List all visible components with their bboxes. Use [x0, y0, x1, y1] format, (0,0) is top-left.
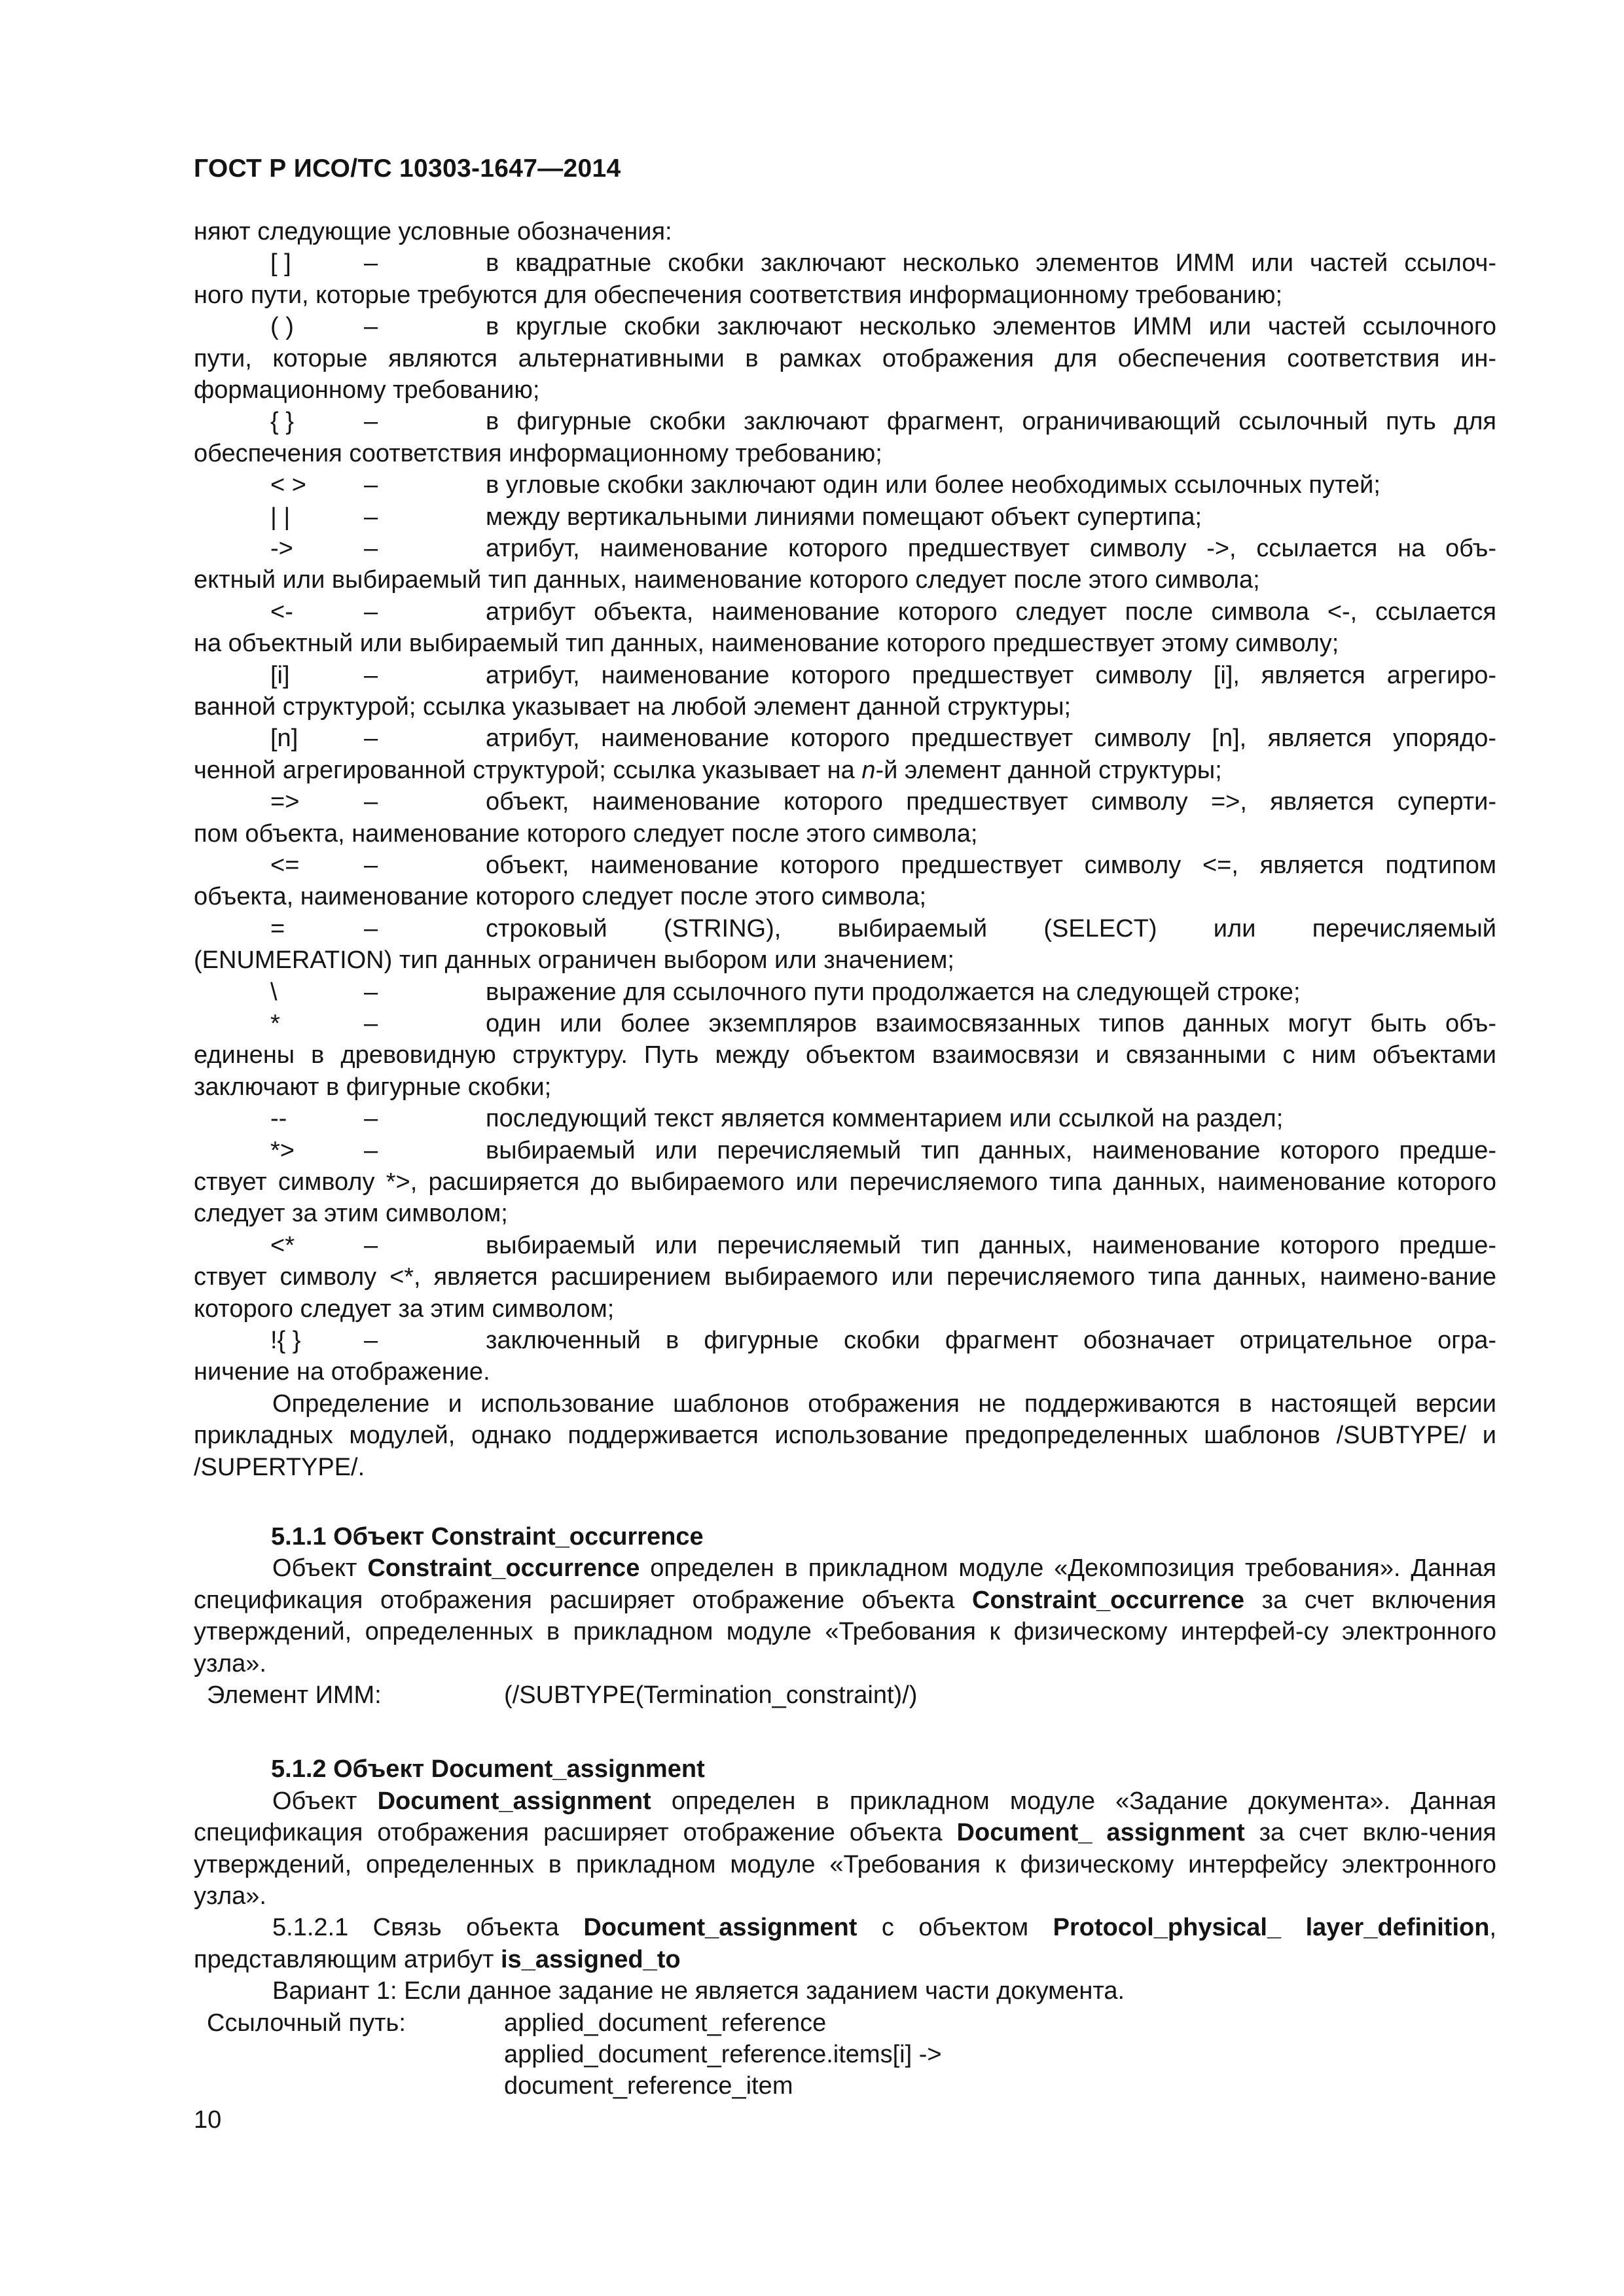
variant-text: Вариант 1: Если данное задание не является заданием части документа.: [272, 1977, 1125, 2005]
notation-continuation: единены в древовидную структуру. Путь между объектом взаимосвязи и связанными с ним объектами заключают в фигурные скобки;: [194, 1041, 1496, 1101]
notation-symbol: [i]: [270, 661, 290, 689]
notation-description: заключенный в фигурные скобки фрагмент обозначает отрицательное огра-: [486, 1326, 1496, 1354]
notation-first-line: [194, 1230, 1496, 1261]
notation-description: в круглые скобки заключают несколько элементов ИММ или частей ссылочного: [486, 313, 1496, 341]
subsection-5-1-2-1: [194, 1912, 1496, 1975]
notation-continuation: [194, 755, 1496, 786]
notation-list: [194, 247, 1496, 1388]
text-run: 5.1.2.1 Связь объекта: [272, 1914, 584, 1942]
notation-first-line: [194, 1325, 1496, 1356]
notation-symbol: *>: [270, 1136, 295, 1164]
text-run: , представляющим атрибут: [194, 1914, 1496, 1973]
entity-name: Constraint_occurrence: [367, 1554, 640, 1583]
notation-continuation: ванной структурой; ссылка указывает на любой элемент данной структуры;: [194, 692, 1072, 721]
notation-item: [194, 913, 1496, 977]
arm-element-value: (/SUBTYPE(Termination_constraint)/): [504, 1681, 918, 1709]
notation-dash: –: [364, 249, 378, 278]
notation-continuation: ствует символу *>, расширяется до выбираемого или перечисляемого типа данных, наименование которого следует за этим символом;: [194, 1168, 1496, 1228]
notation-first-line: [194, 660, 1496, 691]
notation-first-line: [194, 406, 1496, 437]
notation-dash: –: [364, 1231, 378, 1259]
reference-path-row: [194, 2007, 1496, 2039]
text-run: за счет вклю-чения утверждений, определенных в прикладном модуле «Требования к физическому интерфейсу электронного узла».: [194, 1819, 1496, 1910]
notation-symbol: \: [270, 978, 278, 1006]
page-number: 10: [194, 2106, 222, 2134]
notation-description: в угловые скобки заключают один или более необходимых ссылочных путей;: [486, 471, 1380, 499]
notation-dash: –: [364, 851, 378, 879]
text-run: определен в прикладном модуле «Декомпозиция требования». Данная спецификация отображения расширяет отображение объекта: [194, 1554, 1496, 1614]
attribute-name: is_assigned_to: [501, 1945, 681, 1973]
notation-first-line: [194, 469, 1496, 501]
notation-item: [194, 977, 1496, 1008]
reference-path-row: [194, 2039, 1496, 2070]
notation-item: [194, 660, 1496, 723]
notation-symbol: < >: [270, 471, 306, 499]
section-5-1-1-heading: 5.1.1 Объект Constraint_occurrence: [271, 1522, 704, 1551]
notation-description: атрибут объекта, наименование которого следует после символа <-, ссылается: [486, 598, 1496, 626]
notation-item: [194, 723, 1496, 786]
notation-first-line: [194, 850, 1496, 881]
notation-symbol: --: [270, 1105, 287, 1133]
section-5-1-2-heading: 5.1.2 Объект Document_assignment: [271, 1755, 705, 1784]
entity-name: Document_assignment: [377, 1787, 651, 1815]
notation-dash: –: [364, 661, 378, 689]
reference-path-line: applied_document_reference: [504, 2009, 827, 2037]
notation-symbol: <*: [270, 1231, 295, 1259]
notation-continuation: объекта, наименование которого следует после этого символа;: [194, 883, 927, 911]
notation-item: [194, 1008, 1496, 1103]
section-5-1-2-paragraph: [194, 1785, 1496, 1912]
notation-description: между вертикальными линиями помещают объект супертипа;: [486, 503, 1202, 531]
notation-dash: –: [364, 914, 378, 942]
notation-continuation: на объектный или выбираемый тип данных, наименование которого предшествует этому символу;: [194, 630, 1339, 658]
notation-description: выражение для ссылочного пути продолжается на следующей строке;: [486, 978, 1301, 1006]
notation-dash: –: [364, 725, 378, 753]
notation-first-line: [194, 723, 1496, 754]
notation-item: [194, 1230, 1496, 1325]
notation-description: выбираемый или перечисляемый тип данных, наименование которого предше-: [486, 1136, 1496, 1164]
arm-element-row: [194, 1679, 1496, 1711]
notation-first-line: [194, 977, 1496, 1008]
notation-dash: –: [364, 1105, 378, 1133]
text-run: с объектом: [857, 1914, 1053, 1942]
notation-first-line: [194, 247, 1496, 279]
notation-description: выбираемый или перечисляемый тип данных, наименование которого предше-: [486, 1231, 1496, 1259]
notation-description: последующий текст является комментарием или ссылкой на раздел;: [486, 1105, 1284, 1133]
arm-element-label: Элемент ИММ:: [207, 1681, 382, 1709]
notation-item: [194, 311, 1496, 406]
notation-symbol: ( ): [270, 313, 294, 341]
reference-path-label: Ссылочный путь:: [207, 2009, 406, 2037]
reference-path-line: applied_document_reference.items[i] ->: [504, 2041, 942, 2069]
notation-item: [194, 786, 1496, 850]
notation-item: [194, 1103, 1496, 1134]
notation-item: [194, 596, 1496, 660]
notation-symbol: !{ }: [270, 1326, 301, 1354]
text-run: ченной агрегированной структурой; ссылка указывает на: [194, 756, 862, 784]
notation-item: [194, 1325, 1496, 1388]
notation-description: один или более экземпляров взаимосвязанных типов данных могут быть объ-: [486, 1009, 1496, 1037]
notation-dash: –: [364, 598, 378, 626]
notation-dash: –: [364, 788, 378, 816]
notation-symbol: <-: [270, 598, 293, 626]
reference-path-row: [194, 2070, 1496, 2102]
notation-symbol: [ ]: [270, 249, 291, 278]
entity-name: Document_assignment: [583, 1914, 857, 1942]
section-5-1-1-paragraph: [194, 1552, 1496, 1679]
text-run: n: [861, 756, 876, 784]
notation-description: объект, наименование которого предшествует символу =>, является суперти-: [486, 788, 1496, 816]
text-run: за счет включения утверждений, определенных в прикладном модуле «Требования к физическому интерфей-су электронного узла».: [194, 1586, 1496, 1677]
notation-symbol: | |: [270, 503, 291, 531]
notation-first-line: [194, 501, 1496, 533]
notation-first-line: [194, 786, 1496, 817]
notation-first-line: [194, 311, 1496, 342]
notation-continuation: пом объекта, наименование которого следует после этого символа;: [194, 819, 978, 848]
notation-dash: –: [364, 313, 378, 341]
notation-description: атрибут, наименование которого предшествует символу [n], является упорядо-: [486, 725, 1496, 753]
notation-dash: –: [364, 408, 378, 436]
text-run: определен в прикладном модуле «Задание документа». Данная спецификация отображения расширяет отображение объекта: [194, 1787, 1496, 1847]
notation-continuation: ного пути, которые требуются для обеспечения соответствия информационному требованию;: [194, 281, 1283, 309]
notation-symbol: <=: [270, 851, 300, 879]
notation-dash: –: [364, 978, 378, 1006]
notation-first-line: [194, 596, 1496, 628]
notation-dash: –: [364, 1326, 378, 1354]
text-run: Объект: [272, 1787, 378, 1815]
notation-item: [194, 1135, 1496, 1230]
templates-note: Определение и использование шаблонов отображения не поддерживаются в настоящей версии прикладных модулей, однако поддерживается использование предопределенных шаблонов /SUBTYPE/ и /SUPERTYPE/.: [194, 1390, 1496, 1481]
notation-item: [194, 469, 1496, 501]
notation-description: атрибут, наименование которого предшествует символу [i], является агрегиро-: [486, 661, 1496, 689]
notation-dash: –: [364, 534, 378, 562]
notation-dash: –: [364, 503, 378, 531]
document-header: ГОСТ Р ИСО/ТС 10303-1647—2014: [194, 154, 621, 183]
document-body: [194, 216, 1496, 2102]
notation-symbol: =: [270, 914, 285, 942]
notation-symbol: [n]: [270, 725, 298, 753]
notation-dash: –: [364, 1009, 378, 1037]
notation-symbol: *: [270, 1009, 280, 1037]
notation-first-line: [194, 913, 1496, 944]
notation-first-line: [194, 1103, 1496, 1134]
intro-text: няют следующие условные обозначения:: [194, 218, 672, 245]
notation-description: атрибут, наименование которого предшествует символу ->, ссылается на объ-: [486, 534, 1496, 562]
notation-continuation: пути, которые являются альтернативными в рамках отображения для обеспечения соответствия ин-формационному требованию;: [194, 344, 1496, 404]
notation-continuation: ничение на отображение.: [194, 1358, 490, 1386]
notation-continuation: обеспечения соответствия информационному требованию;: [194, 439, 882, 467]
notation-item: [194, 501, 1496, 533]
notation-item: [194, 850, 1496, 913]
text-run: -й элемент данной структуры;: [875, 756, 1222, 784]
notation-continuation: (ENUMERATION) тип данных ограничен выбором или значением;: [194, 946, 954, 975]
notation-description: в квадратные скобки заключают несколько элементов ИММ или частей ссылоч-: [486, 249, 1496, 278]
notation-first-line: [194, 1008, 1496, 1039]
notation-symbol: { }: [270, 408, 294, 436]
notation-continuation: ствует символу <*, является расширением выбираемого или перечисляемого типа данных, наимено-вание которого следует за этим символом;: [194, 1263, 1496, 1323]
notation-item: [194, 406, 1496, 469]
entity-name: Document_ assignment: [956, 1819, 1245, 1847]
notation-first-line: [194, 1135, 1496, 1166]
text-run: Объект: [272, 1554, 368, 1583]
notation-item: [194, 533, 1496, 596]
notation-continuation: ектный или выбираемый тип данных, наименование которого следует после этого символа;: [194, 566, 1260, 594]
notation-item: [194, 247, 1496, 311]
notation-description: объект, наименование которого предшествует символу <=, является подтипом: [486, 851, 1496, 879]
entity-name: Constraint_occurrence: [972, 1586, 1245, 1614]
entity-name: Protocol_physical_ layer_definition: [1053, 1914, 1490, 1942]
notation-description: в фигурные скобки заключают фрагмент, ограничивающий ссылочный путь для: [486, 408, 1496, 436]
notation-first-line: [194, 533, 1496, 564]
notation-symbol: =>: [270, 788, 300, 816]
reference-path-line: document_reference_item: [504, 2072, 793, 2100]
notation-dash: –: [364, 1136, 378, 1164]
notation-symbol: ->: [270, 534, 293, 562]
notation-description: строковый (STRING), выбираемый (SELECT) или перечисляемый: [486, 914, 1496, 942]
notation-dash: –: [364, 471, 378, 499]
